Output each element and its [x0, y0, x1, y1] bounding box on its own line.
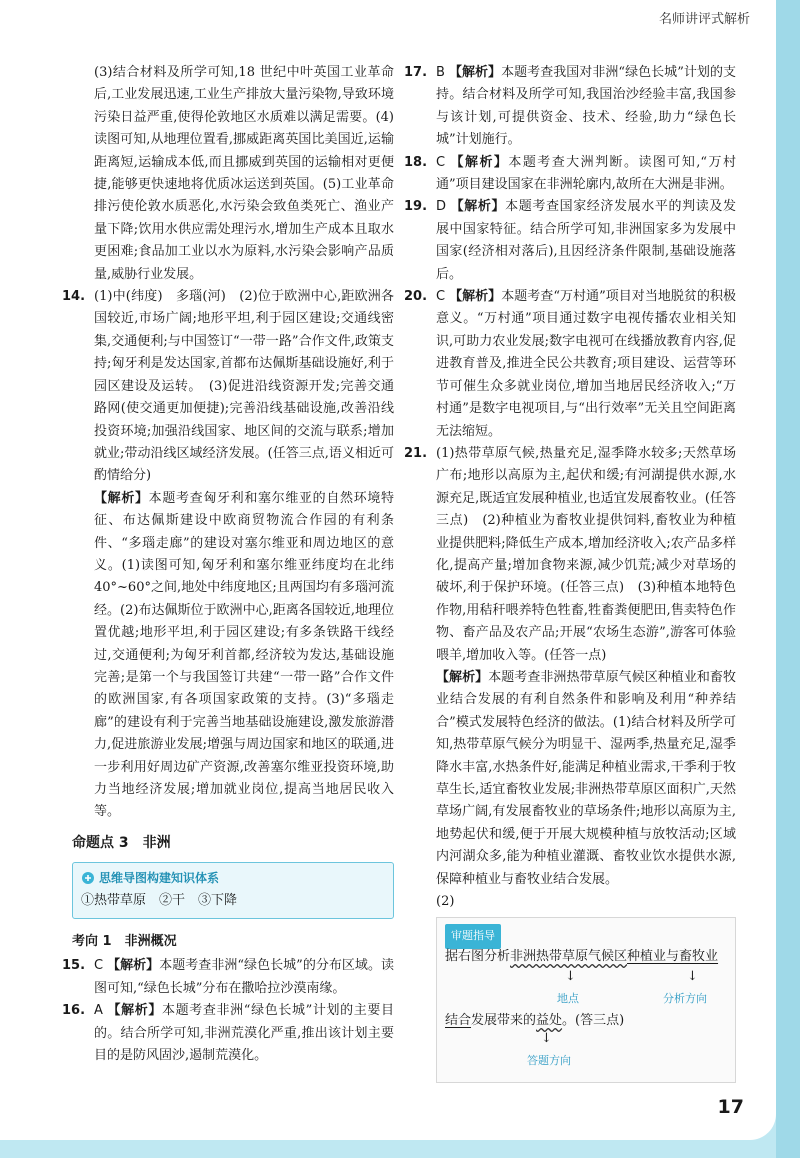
q14-number: 14.: [62, 289, 86, 305]
guide-line2-key: 益处: [536, 1013, 563, 1029]
guide-arrow-1: ↓: [565, 969, 576, 985]
question-21: [404, 443, 736, 1084]
q17-text: 本题考查我国对非洲“绿色长城”计划的支持。结合材料及所学可知,我国治沙经验丰富,我国参与该计划,可提供资金、技术、经验,助力“绿色长城”计划施行。: [436, 65, 736, 148]
guide-line1-topic: 种植业与畜牧业: [627, 949, 719, 965]
mindmap-title: 思维导图构建知识体系: [99, 871, 220, 886]
section-title: 命题点 3 非洲: [72, 834, 171, 851]
q13-continuation: (3)结合材料及所学可知,18 世纪中叶英国工业革命后,工业发展迅速,工业生产排放大量污染物,导致环境污染日益严重,使得伦敦地区水质难以满足需要。(4)读图可知,从地理位置看,挪威距离英国比美国近,运输距离短,运输成本低,而且挪威到英国的运输相对更便捷,能够更快速地将优质冰运送到英国。(5)工业革命排污使伦敦水质恶化,水污染会致鱼类死亡、渔业产量下降;饮用水供应需处理污水,增加生产成本且取水更困难;食品加工业以水为原料,水污染会影响产品质量,威胁行业发展。: [94, 65, 394, 282]
q20-text: 本题考查“万村通”项目对当地脱贫的积极意义。“万村通”项目通过数字电视传播农业相关知识,可助力农业发展;数字电视可在线播放教育内容,促进教育普及,推进全民公共教育;项目建设、运营等环节可催生众多就业岗位,增加当地居民经济收入;“万村通”是数字电视项目,与“出行效率”无关且空间距离无法缩短。: [436, 289, 736, 439]
guide-tag: 审题指导: [445, 924, 501, 948]
q18-answer: C: [436, 154, 446, 170]
guide-note-answer: 答题方向: [527, 1054, 571, 1068]
guide-line-1: [445, 946, 718, 968]
guide-arrow-3: ↓: [541, 1031, 552, 1047]
page-number: 17: [717, 1096, 744, 1118]
guide-box: [436, 917, 736, 1083]
guide-line-2: [445, 1010, 624, 1032]
q15-body: [94, 955, 394, 1000]
left-column: [62, 62, 394, 1067]
q16-text: 本题考查非洲“绿色长城”计划的主要目的。结合所学可知,非洲荒漠化严重,推出该计划主要目的是防风固沙,遏制荒漠化。: [94, 1003, 394, 1064]
question-15: [62, 955, 394, 1000]
mindmap-content: ①热带草原 ②干 ③下降: [81, 892, 238, 908]
q20-tag: 【解析】: [449, 289, 502, 305]
q21-number: 21.: [404, 445, 428, 461]
q16-body: [94, 1000, 394, 1067]
q15-text: 本题考查非洲“绿色长城”的分布区域。读图可知,“绿色长城”分布在撒哈拉沙漠南缘。: [94, 958, 394, 996]
guide-line2-pre: 结合: [445, 1013, 472, 1029]
q19-tag: 【解析】: [450, 199, 506, 215]
q16-answer: A: [94, 1003, 103, 1019]
q18-body: [436, 152, 736, 197]
q14-analysis-text: 本题考查匈牙利和塞尔维亚的自然环境特征、布达佩斯建设中欧商贸物流合作园的有利条件、“多瑙走廊”的建设对塞尔维亚和周边地区的意义。(1)读图可知,匈牙利和塞尔维亚纬度均在北纬 40°~60°之间,地处中纬度地区;且两国均有多瑙河流经。(2)布达佩斯位于欧洲中心,距离各国较近,地理位置优越;地形平坦,利于园区建设;有多条铁路干线经过,交通便利;为匈牙利首都,经济较为发达,基础设施完善;是第一个与我国签订共建“一带一路”合作文件的欧洲国家,有各项国家政策的支持。(3)“多瑙走廊”的建设有利于完善当地基础设施建设,激发旅游潜力,促进旅游业发展;增强与周边国家和地区的联通,进一步利用好周边矿产资源,改善塞尔维亚投资环境,助力当地经济发展;增加就业岗位,提高当地居民收入等。: [94, 490, 394, 820]
q17-number: 17.: [404, 65, 428, 80]
question-19: [404, 196, 736, 286]
mindmap-icon: [81, 871, 95, 885]
q15-tag: 【解析】: [107, 958, 160, 974]
question-18: [404, 152, 736, 197]
q19-body: [436, 196, 736, 286]
q21-analysis: [436, 667, 736, 891]
guide-line1-pre: 据右图分析: [445, 949, 511, 965]
q17-body: [436, 62, 736, 152]
question-20: [404, 286, 736, 443]
mindmap-header: [81, 867, 385, 889]
q17-tag: 【解析】: [448, 65, 502, 80]
q16-tag: 【解析】: [106, 1003, 163, 1019]
guide-line2-post: 。(答三点): [562, 1013, 625, 1029]
q14-analysis: [94, 488, 394, 824]
q18-number: 18.: [404, 154, 428, 170]
q18-text: 本题考查大洲判断。读图可知,“万村通”项目建设国家在非洲轮廓内,故所在大洲是非洲。: [436, 154, 736, 193]
guide-line2-mid: 发展带来的: [471, 1013, 537, 1029]
mindmap-box: [72, 862, 394, 919]
q17-answer: B: [436, 65, 445, 80]
q20-answer: C: [436, 289, 446, 305]
q15-answer: C: [94, 958, 104, 974]
side-stripe: [776, 0, 800, 1158]
q16-number: 16.: [62, 1003, 86, 1019]
question-16: [62, 1000, 394, 1067]
sub-title: 考向 1 非洲概况: [72, 934, 177, 950]
question-14: [62, 286, 394, 824]
q19-answer: D: [436, 199, 447, 215]
running-header: 名师讲评式解析: [658, 12, 750, 27]
q21-part2-label: (2): [436, 894, 455, 910]
guide-note-place: 地点: [557, 992, 579, 1006]
right-column: [404, 62, 736, 1083]
guide-note-direction: 分析方向: [663, 992, 707, 1006]
q19-text: 本题考查国家经济发展水平的判读及发展中国家特征。结合所学可知,非洲国家多为发展中国家(经济相对落后),且因经济条件限制,基础设施落后。: [436, 199, 736, 282]
question-17: [404, 62, 736, 152]
q21-analysis-tag: 【解析】: [436, 669, 489, 685]
q18-tag: 【解析】: [449, 154, 509, 170]
q20-body: [436, 286, 736, 443]
q14-answer: (1)中(纬度) 多瑙(河) (2)位于欧洲中心,距欧洲各国较近,市场广阔;地形平坦,利于园区建设;交通线密集,交通便利;与中国签订“一带一路”合作文件,政策支持;匈牙利是发达国家,首都布达佩斯基础设施好,利于园区建设及运转。 (3)促进沿线资源开发;完善交通路网(使交通更加便捷);完善沿线基础设施,改善沿线投资环境;加强沿线国家、地区间的交流与联系;增加就业;带动沿线区域经济发展。(任答三点,语义相近可酌情给分): [94, 289, 394, 484]
q14-analysis-tag: 【解析】: [94, 490, 149, 506]
q20-number: 20.: [404, 289, 428, 305]
q21-answer: (1)热带草原气候,热量充足,湿季降水较多;天然草场广布;地形以高原为主,起伏和缓;有河湖提供水源,水源充足,既适宜发展种植业,也适宜发展畜牧业。(任答三点) (2)种植业为畜牧业提供饲料,畜牧业为种植业提供肥料;降低生产成本,增加经济收入;农产品多样化,提高产量;增加食物来源,减少饥荒;减少对草场的破坏,利于保护环境。(任答三点) (3)种植本地特色作物,用秸秆喂养特色牲畜,牲畜粪便肥田,售卖特色作物、畜产品及农产品;开展“农场生态游”,游客可体验喂羊,增加收入等。(任答一点): [436, 445, 736, 663]
q21-analysis-text: 本题考查非洲热带草原气候区种植业和畜牧业结合发展的有利自然条件和影响及利用“种养结合”模式发展特色经济的做法。(1)结合材料及所学可知,热带草原气候分为明显干、湿两季,热量充足,湿季降水丰富,水热条件好,能满足种植业需求,干季利于牧草生长,适宜畜牧业发展;非洲热带草原区面积广,天然草场广阔,有发展畜牧业的草场条件;地形以高原为主,地势起伏和缓,便于开展大规模种植与放牧活动;区域内河湖众多,能为种植业灌溉、畜牧业饮水提供水源,保障种植业与畜牧业结合发展。: [436, 669, 736, 887]
q19-number: 19.: [404, 199, 428, 215]
guide-line1-place: 非洲热带草原气候区: [510, 949, 628, 965]
guide-arrow-2: ↓: [687, 969, 698, 985]
q15-number: 15.: [62, 958, 86, 974]
